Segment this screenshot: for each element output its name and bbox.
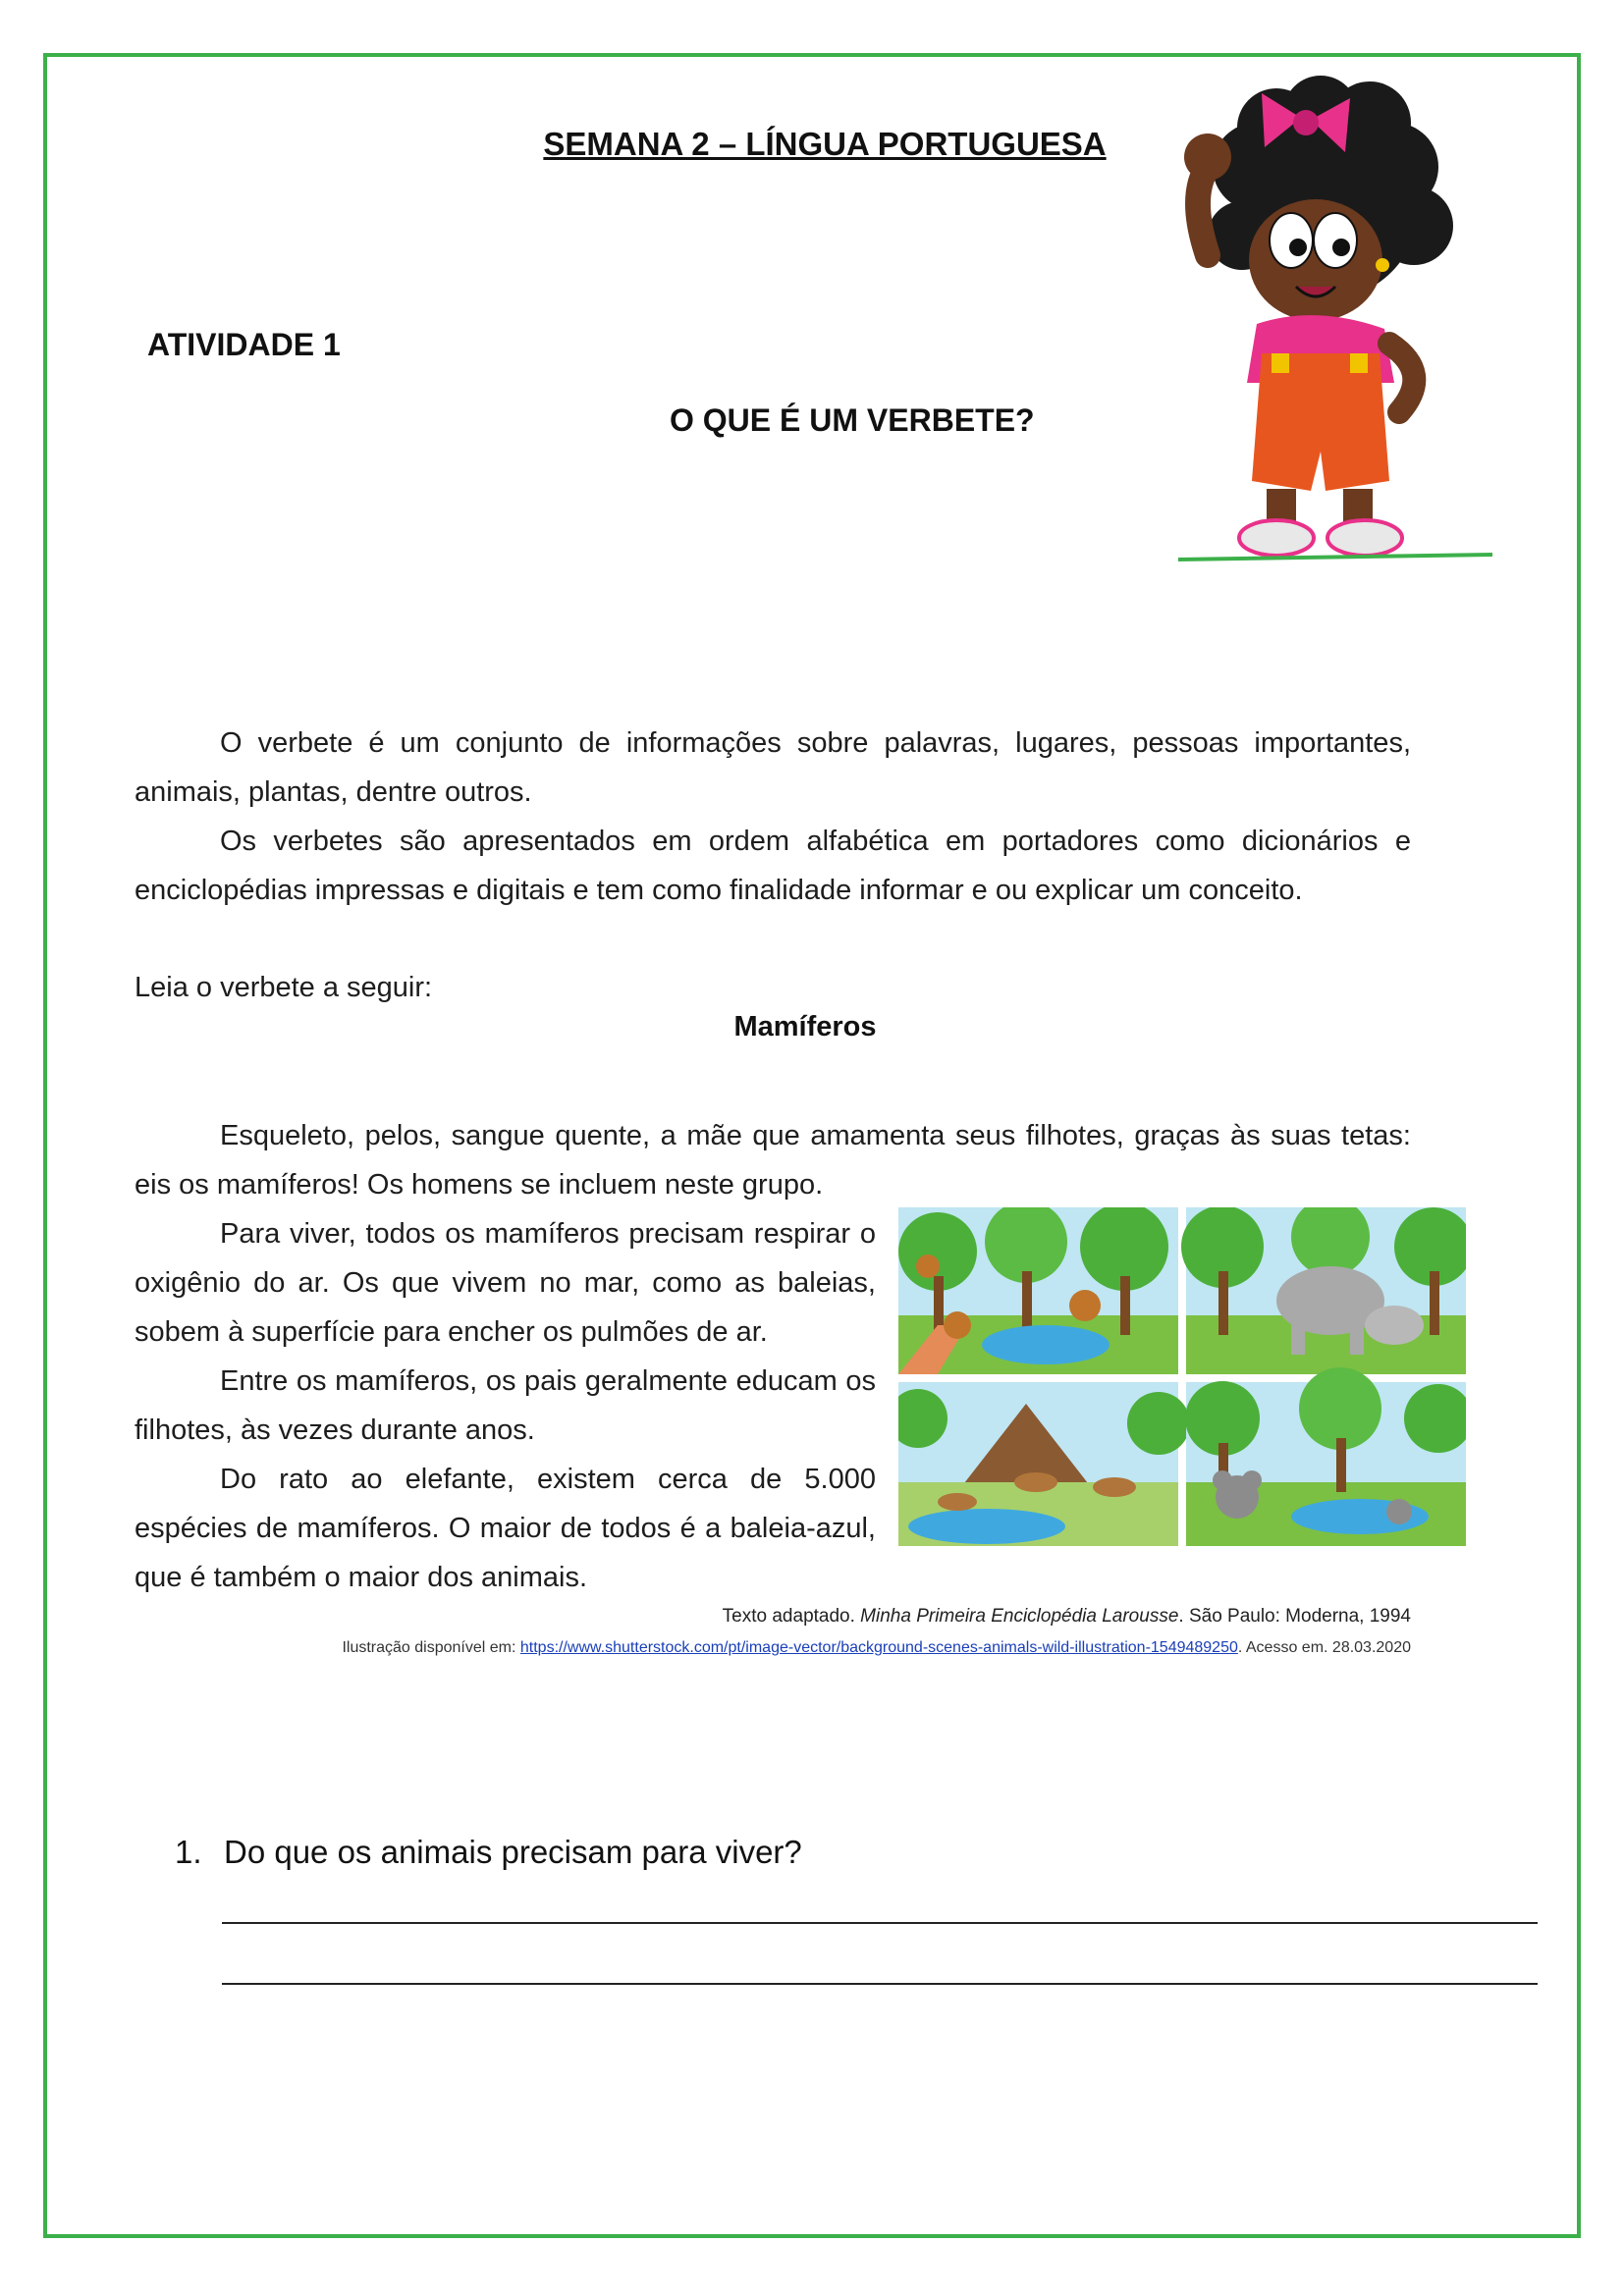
animals-illustration [898, 1207, 1466, 1546]
intro-paragraph-2: Os verbetes são apresentados em ordem alfabética em portadores como dicionários e enciclopédias impressas e digitais e tem como finalidade informar e ou explicar um conceito. [135, 826, 1411, 906]
activity-label: ATIVIDADE 1 [147, 327, 341, 362]
page-title: SEMANA 2 – LÍNGUA PORTUGUESA [543, 126, 1107, 162]
intro-paragraph-1: O verbete é um conjunto de informações sobre palavras, lugares, pessoas importantes, animais, plantas, dentre outros. [135, 727, 1411, 808]
entry-paragraph-3: Entre os mamíferos, os pais geralmente educam os filhotes, às vezes durante anos. [135, 1365, 876, 1446]
reading-prompt: Leia o verbete a seguir: [135, 972, 433, 1003]
mascot-illustration [1149, 59, 1522, 569]
koalas-scene [1185, 1367, 1466, 1546]
question-number: 1. [175, 1834, 202, 1870]
question-1 [175, 1834, 802, 1871]
deer-scene [898, 1382, 1190, 1546]
monkeys-scene [898, 1207, 1178, 1374]
illustration-credit: Ilustração disponível em: https://www.shutterstock.com/pt/image-vector/background-scenes-animals-wild-illustration-1549489250. Acesso em. 28.03.2020 [342, 1639, 1411, 1656]
entry-column [135, 1209, 876, 1602]
entry-paragraph-4: Do rato ao elefante, existem cerca de 5.000 espécies de mamíferos. O maior de todos é a baleia-azul, que é também o maior dos animais. [135, 1464, 876, 1593]
answer-line[interactable] [222, 1922, 1538, 1924]
entry-paragraph-1: Esqueleto, pelos, sangue quente, a mãe que amamenta seus filhotes, graças às suas tetas: eis os mamíferos! Os homens se incluem neste grupo. [135, 1120, 1411, 1201]
question-text: Do que os animais precisam para viver? [224, 1834, 802, 1870]
text-credit: Texto adaptado. Minha Primeira Enciclopédia Larousse. São Paulo: Moderna, 1994 [722, 1606, 1411, 1627]
entry-title: Mamíferos [733, 1011, 877, 1042]
book-title: Minha Primeira Enciclopédia Larousse [860, 1606, 1179, 1627]
section-title: O QUE É UM VERBETE? [670, 402, 1035, 438]
answer-line[interactable] [222, 1983, 1538, 1985]
elephants-scene [1181, 1207, 1466, 1374]
entry-paragraph-2: Para viver, todos os mamíferos precisam respirar o oxigênio do ar. Os que vivem no mar, como as baleias, sobem à superfície para encher os pulmões de ar. [135, 1218, 876, 1348]
illustration-link[interactable]: https://www.shutterstock.com/pt/image-vector/background-scenes-animals-wild-illustration-1549489250 [519, 1639, 1238, 1656]
